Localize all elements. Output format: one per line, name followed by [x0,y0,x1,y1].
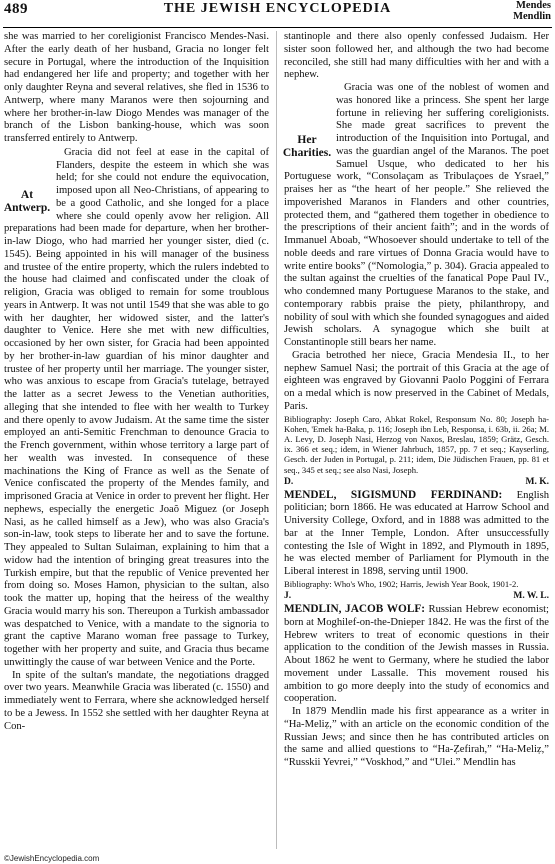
column-divider [276,31,277,849]
paragraph: Gracia betrothed her niece, Gracia Mendesia II., to her nephew Samuel Nasi; the portrait of this Gracia at the age of eighteen was engraved by Giovanni Paolo Poggini of Ferrara on a medal which is now preserved in the Cabinet of Medals, Paris. [284,349,549,412]
signature-initial-left: J. [284,591,292,602]
signature-line [284,476,549,488]
page-number: 489 [4,1,28,17]
paragraph: In spite of the sultan's mandate, the negotiations dragged over two years. Meanwhile Gracia was liberated (c. 1550) and immediately went to Ferrara, where she acknowledged herself to be a Jewess. In 1552 she settled with her daughter Reyna at Con- [4,669,269,732]
signature-author: M. K. [525,476,549,487]
running-title: THE JEWISH ENCYCLOPEDIA [163,1,392,16]
bibliography: Bibliography: Joseph Caro, Abkat Rokel, Responsum No. 80; Joseph ha-Kohen, 'Emek ha-Baka, p. 116; Joseph ibn Leb, Responsa, i. 63b, ii. 26a; M. A. Levy, D. Joseph Nasi, Herzog von Naxos, Breslau, 1859; Grätz, Gesch. ix. 366 et seq.; idem, in Wiener Jahrbuch, 1857, pp. 7 et seq.; Kayserling, Gesch. der Juden in Portugal, p. 211; idem, Die Jüdischen Frauen, pp. 81 et seq., 345 et seq.; see also Nasi, Joseph. [284,413,549,475]
paragraph-text: Gracia did not feel at ease in the capital of Flanders, despite the esteem in which she was held; for she could not endure the equivocation, imposed upon all Neo-Christians, of appearing to be a good Catholic, and she longed for a place where she could openly avow her religion. All preparations had been made for departure, when her brother-in-law Diogo, who had married her younger sister, died (c. 1545). Being appointed in his will manager of the business and trustee of the entire property, which the rulers indebted to the house had claimed and confiscated under the cloak of religion, Gracia was obliged to remain for some troublous years in Antwerp. It was not until 1549 that she was able to go with her daughter, her widowed sister, and the latter's daughter to Venice. Here she met with new difficulties, occasioned by her own sister, for Gracia had been appointed by her brother-in-law guardian of his minor daughter and trustee of her property until her marriage. The younger sister, who was anxious to escape from Gracia's tutelage, betrayed the latter as a secret Jewess to the Venetian authorities, alleging that she intended to flee with her wealth to Turkey and there openly to avow Judaism. At the same time the sister employed an anti-Semitic Frenchman to denounce Gracia to the French government, within whose territory a large part of her wealth was invested. In consequence of these machinations the King of France as well as the Senate of Venice confiscated the property of the Mendes family, and imprisoned Gracia at Venice in order to prevent her flight. Her nephews, especially the energetic Joaõ Miguez (or Joseph Nasi, as he called himself as a Jew), who was also Gracia's son-in-law, took steps to liberate her and to save the fortune. They appealed to Sultan Sulaiman, explaining to him that a widow had the intention of bringing great treasures into the Turkish empire, but that the republic of Venice prevented her from doing so. Moses Hamon, physician to the sultan, also took the matter up, hoping that the heiress of the wealthy Gracia would marry his son. Thereupon a Turkish ambassador was despatched to Venice, with a mandate to the signoria to grant the captive Marano woman free passage to Turkey, together with her property and suite, and Gracia thus became unwittingly the cause of war between Venice and the Porte. [4,146,269,668]
entry-heading: MENDLIN, JACOB WOLF: [284,603,426,616]
sidenote: Her Charities. [282,134,332,159]
signature-author: M. W. L. [513,591,549,602]
paragraph: In 1879 Mendlin made his first appearance as a writer in “Ha-Meliẓ,” with an article on the economic condition of the Russian Jews; and since then he has contributed articles on the same and allied questions to “Ha-Ẓefirah,” “Ha-Meliẓ,” “Russkii Yevrei,” “Voskhod,” and “Ulei.” Mendlin has [284,706,549,769]
signature-line [284,590,549,602]
keyword-first: Mendes [516,0,551,11]
keyword-last: Mendlin [513,11,551,22]
left-column [4,31,269,733]
paragraph-text: Gracia was one of the noblest of women and was honored like a princess. She spent her large fortune in relieving her suffering coreligionists. She made great sacrifices to prevent the introduction of the Inquisition into Portugal, and was the guardian angel of the Maranos. The poet Samuel Usque, who dedicated to her his Portuguese work, “Consolaçam as Tribulaçoes de Ysrael,” praises her as “the heart of her people.” She relieved the impoverished Maranos in Flanders and other countries, protected them, and “gathered them together in obedience to the prescriptions of their ancient faith”; and in the words of Immanuel Aboab, “Whosoever should undertake to tell of the noble deeds and rare virtues of Donna Gracia would have to write entire books” (“Nomologia,” p. 304). Gracia appealed to the sultan against the cruelties of the fanatical Pope Paul IV., who condemned many Portuguese Maranos to the stake, and contemporary rabbis praise the piety, philanthropy, and nobility of soul with which she founded synagogues and aided Jewish scholars. A synagogue which she built at Constantinople still bears her name. [284,82,549,348]
entry-text: Russian Hebrew economist; born at Moghilef-on-the-Dnieper 1842. He was the first of the Hebrew writers to treat of economic questions in their application to the condition of the Jewish masses in Russia. About 1862 he went to Germany, where he studied the labor movement under Lassalle. This movement roused his ambition to go more deeply into the study of economics and cooperation. [284,604,549,705]
header-keywords [513,0,551,22]
entry-mendel [284,489,549,579]
copyright-link[interactable]: ©JewishEncyclopedia.com [4,854,100,863]
page-header [0,0,555,30]
paragraph: stantinople and there also openly confessed Judaism. Her sister soon followed her, and although the two had become reconciled, she still had many difficulties with her and with a nephew. [284,31,549,81]
entry-heading: MENDEL, SIGISMUND FERDINAND: [284,488,503,501]
right-column [284,31,549,770]
paragraph [284,82,549,350]
bibliography: Bibliography: Who's Who, 1902; Harris, Jewish Year Book, 1901-2. [284,578,519,589]
paragraph [4,147,269,670]
header-rule [3,27,552,28]
signature-initial-left: D. [284,476,294,487]
paragraph: she was married to her coreligionist Francisco Mendes-Nasi. After the early death of her husband, Gracia no longer felt secure in Portugal, where the introduction of the Inquisition had endangered her life and property; and together with her only daughter Reyna and several relatives, she fled in 1536 to Antwerp, where many Maranos were then sojourning and where her brother-in-law Diogo Mendes was manager of the branch of the Lisbon banking-house, which was soon transferred entirely to Antwerp. [4,31,269,144]
entry-mendlin [284,603,549,706]
sidenote: At Antwerp. [3,188,51,214]
entry-text: English politician; born 1866. He was educated at Harrow School and University College, Oxford, and in 1888 was admitted to the bar at the Inner Temple, London. After unsuccessfully contesting the Isle of Wight in 1892, and Plymouth in 1895, he was elected member of Parliament for Plymouth in the Liberal interest in 1898, serving until 1900. [284,489,549,578]
